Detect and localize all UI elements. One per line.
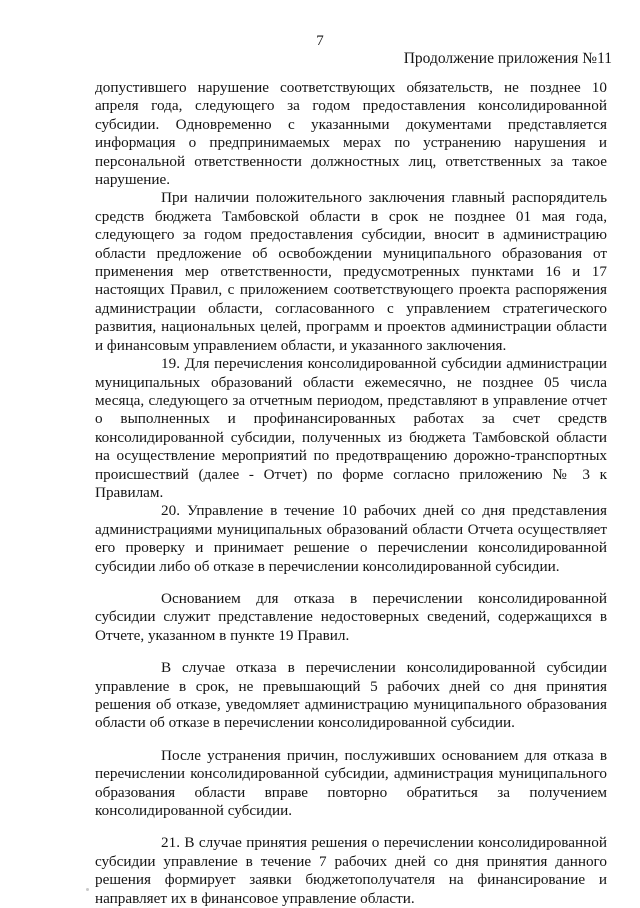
paragraph-refusal-grounds: Основанием для отказа в перечислении консолидированной субсидии служит представление недостоверных сведений, содержащихся в Отчете, указанном в пункте 19 Правил. <box>95 589 607 644</box>
appendix-continuation-label: Продолжение приложения №11 <box>403 50 612 67</box>
paragraph-item-19: 19. Для перечисления консолидированной субсидии администрации муниципальных образований области ежемесячно, не позднее 05 числа месяца, следующего за отчетным периодом, представляют в управление отчет о выполненных и профинансированных работах за счет средств консолидированной субсидии, полученных из бюджета Тамбовской области на осуществление мероприятий по предотвращению дорожно-транспортных происшествий (далее - Отчет) по форме согласно приложению № 3 к Правилам. <box>95 355 607 501</box>
paragraph-resubmission: После устранения причин, послуживших основанием для отказа в перечислении консолидированной субсидии, администрация муниципального образования области вправе повторно обратиться за получением консолидированной субсидии. <box>95 746 607 820</box>
paragraph-positive-conclusion: При наличии положительного заключения главный распорядитель средств бюджета Тамбовской области в срок не позднее 01 мая года, следующего за годом предоставления субсидии, вносит в администрацию области предложение об освобождении муниципального образования от применения мер ответственности, предусмотренных пунктами 16 и 17 настоящих Правил, с приложением соответствующего проекта распоряжения администрации области, согласованного с управлением стратегического развития, национальных целей, программ и проектов администрации области и финансовым управлением области, и указанного заключения. <box>95 189 607 354</box>
scan-speck <box>86 888 89 891</box>
paragraph-item-20: 20. Управление в течение 10 рабочих дней со дня представления администрациями муниципальных образований области Отчета осуществляет его проверку и принимает решение о перечислении консолидированной субсидии либо об отказе в перечислении консолидированной субсидии. <box>95 502 607 575</box>
document-body <box>95 79 607 908</box>
paragraph-item-21: 21. В случае принятия решения о перечислении консолидированной субсидии управление в течение 7 рабочих дней со дня принятия данного решения формирует заявки бюджетополучателя на финансирование и направляет их в финансовое управление области. <box>95 834 607 907</box>
paragraph-continued: допустившего нарушение соответствующих обязательств, не позднее 10 апреля года, следующего за годом предоставления консолидированной субсидии. Одновременно с указанными документами представляется информация о предпринимаемых мерах по устранению нарушения и персональной ответственности должностных лиц, ответственных за такое нарушение. <box>95 79 607 189</box>
paragraph-refusal-notice: В случае отказа в перечислении консолидированной субсидии управление в срок, не превышающий 5 рабочих дней со дня принятия решения об отказе, уведомляет администрацию муниципального образования области об отказе в перечислении консолидированной субсидии. <box>95 659 607 732</box>
page-number: 7 <box>316 33 324 49</box>
